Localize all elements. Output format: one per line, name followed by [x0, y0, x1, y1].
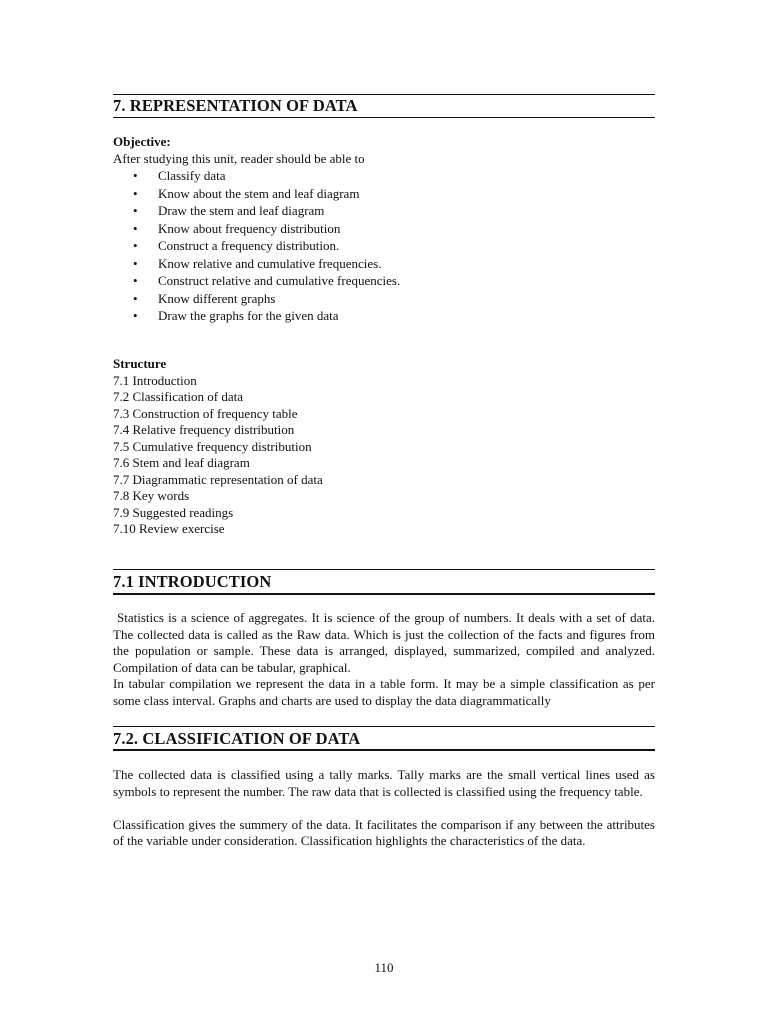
objective-item [113, 255, 655, 273]
introduction-bottom-rule [113, 593, 655, 595]
bullet-icon: • [133, 203, 138, 218]
chapter-title: 7. REPRESENTATION OF DATA [113, 96, 358, 115]
structure-item: 7.3 Construction of frequency table [113, 405, 298, 421]
bullet-icon: • [133, 220, 138, 236]
structure-item: 7.10 Review exercise [113, 521, 225, 536]
objective-item [113, 307, 655, 325]
objective-item-text: Construct relative and cumulative frequencies. [158, 273, 401, 288]
objective-item [113, 220, 655, 238]
bullet-icon: • [133, 185, 138, 201]
objective-item-text: Know different graphs [158, 290, 276, 306]
bullet-icon: • [133, 238, 138, 253]
introduction-heading: 7.1 INTRODUCTION [113, 572, 272, 591]
bullet-icon: • [133, 308, 138, 323]
structure-label: Structure [113, 356, 167, 371]
structure-item: 7.9 Suggested readings [113, 504, 234, 520]
structure-item: 7.8 Key words [113, 488, 190, 503]
classification-body [113, 767, 655, 850]
structure-section [113, 356, 655, 538]
objective-item-text: Know relative and cumulative frequencies. [158, 255, 382, 271]
objective-item-text: Know about frequency distribution [158, 220, 341, 236]
bullet-icon: • [133, 273, 138, 288]
introduction-paragraph-2: In tabular compilation we represent the data in a table form. It may be a simple classification as per some class interval. Graphs and charts are used to display the data diagrammatically [113, 676, 655, 708]
objective-item [113, 237, 655, 255]
page-number: 110 [374, 960, 394, 975]
classification-top-rule [113, 726, 655, 727]
introduction-paragraph-1: Statistics is a science of aggregates. It is science of the group of numbers. It deals with a set of data. The collected data is called as the Raw data. Which is just the collection of the facts and figures from the population or sample. These data is arranged, displayed, summarized, compiled and analyzed. Compilation of data can be tabular, graphical. [113, 610, 655, 675]
objective-intro: After studying this unit, reader should be able to [113, 150, 365, 166]
objective-item-text: Know about the stem and leaf diagram [158, 185, 360, 201]
structure-item: 7.4 Relative frequency distribution [113, 422, 295, 437]
objective-list [113, 167, 655, 325]
classification-paragraph-1: The collected data is classified using a tally marks. Tally marks are the small vertical lines used as symbols to represent the number. The raw data that is collected is classified using the frequency table. [113, 767, 655, 799]
objective-item [113, 202, 655, 220]
chapter-title-bottom-rule [113, 117, 655, 118]
chapter-title-top-rule [113, 94, 655, 95]
introduction-top-rule [113, 569, 655, 570]
classification-heading: 7.2. CLASSIFICATION OF DATA [113, 729, 361, 748]
objective-item [113, 272, 655, 290]
structure-item: 7.6 Stem and leaf diagram [113, 455, 250, 470]
objective-item [113, 167, 655, 185]
objective-item-text: Construct a frequency distribution. [158, 238, 340, 253]
objective-section [113, 134, 655, 325]
objective-label: Objective: [113, 134, 171, 149]
structure-item: 7.7 Diagrammatic representation of data [113, 471, 323, 487]
objective-item-text: Classify data [158, 168, 226, 183]
objective-item-text: Draw the graphs for the given data [158, 308, 339, 323]
structure-list [113, 373, 655, 538]
introduction-body [113, 610, 655, 709]
bullet-icon: • [133, 290, 138, 306]
objective-item [113, 290, 655, 308]
bullet-icon: • [133, 255, 138, 271]
structure-item: 7.5 Cumulative frequency distribution [113, 438, 312, 454]
objective-item-text: Draw the stem and leaf diagram [158, 203, 325, 218]
classification-paragraph-2: Classification gives the summery of the data. It facilitates the comparison if any between the attributes of the variable under consideration. Classification highlights the characteristics of the data. [113, 816, 655, 848]
structure-item: 7.1 Introduction [113, 372, 197, 388]
bullet-icon: • [133, 168, 138, 183]
objective-item [113, 185, 655, 203]
classification-bottom-rule [113, 749, 655, 751]
structure-item: 7.2 Classification of data [113, 389, 243, 404]
